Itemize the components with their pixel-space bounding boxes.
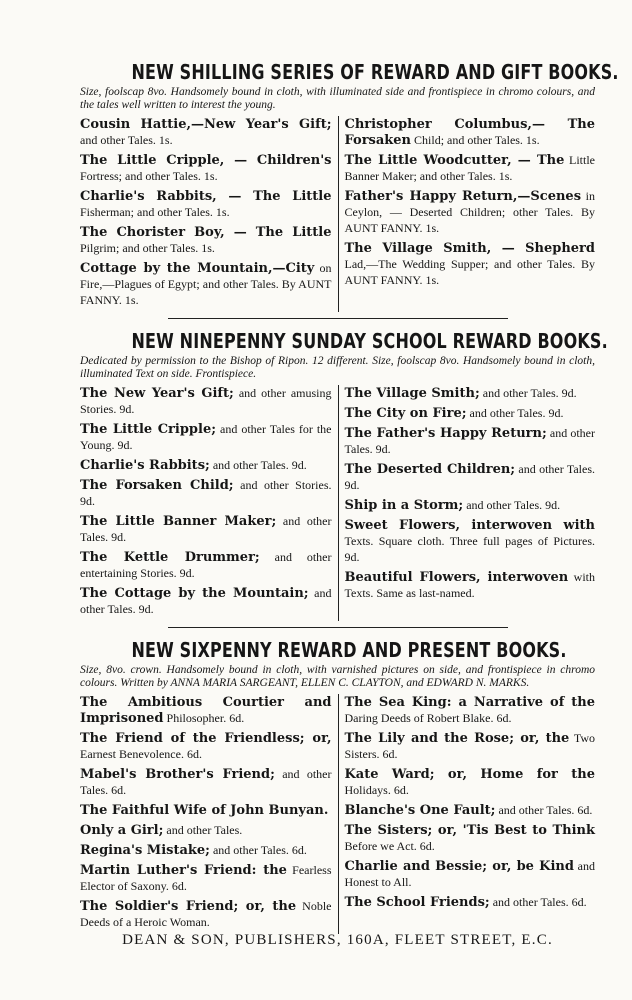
book-title: The Little Woodcutter, — The <box>344 153 565 168</box>
book-details: and other Tales. 9d. <box>463 498 561 512</box>
book-title: Cottage by the Mountain,—City <box>80 261 315 276</box>
book-details: Daring Deeds of Robert Blake. 6d. <box>344 711 512 725</box>
book-entry <box>345 858 596 890</box>
book-details: and other entertaining Stories. 9d. <box>80 550 332 580</box>
section-description: Dedicated by permission to the Bishop of Ripon. 12 different. Size, foolscap 8vo. Handsomely bound in cloth, illuminated Text on side. Frontispiece. <box>80 355 595 380</box>
book-entry <box>80 802 332 818</box>
book-title: Beautiful Flowers, interwoven <box>344 570 569 585</box>
book-entry <box>345 461 596 493</box>
book-entry <box>345 730 596 762</box>
book-title: The Little Cripple; <box>80 422 217 437</box>
right-column <box>338 694 596 934</box>
book-title: The Soldier's Friend; or, the <box>80 899 297 914</box>
book-title: The Cottage by the Mountain; <box>80 586 309 601</box>
book-details: Earnest Benevolence. 6d. <box>80 747 202 761</box>
book-details: with Texts. Same as last-named. <box>344 570 595 600</box>
book-title: The New Year's Gift; <box>80 386 234 401</box>
left-column <box>80 694 338 934</box>
book-details: Child; and other Tales. 1s. <box>411 133 540 147</box>
book-entry <box>345 694 596 726</box>
book-title: Cousin Hattie,—New Year's Gift; <box>80 117 332 132</box>
book-details: and other Tales for the Young. 9d. <box>80 422 332 452</box>
book-columns <box>80 694 595 934</box>
book-title: The Father's Happy Return; <box>344 426 547 441</box>
book-title: The Village Smith; <box>344 386 480 401</box>
book-title: The Chorister Boy, — The Little <box>80 225 332 240</box>
book-entry <box>80 766 332 798</box>
book-entry <box>345 405 596 421</box>
book-title: Sweet Flowers, interwoven with <box>344 518 595 533</box>
book-entry <box>80 842 332 858</box>
book-title: The Forsaken Child; <box>80 478 234 493</box>
book-entry <box>345 894 596 910</box>
book-details: Philosopher. 6d. <box>163 711 245 725</box>
book-title: Charlie's Rabbits, — The Little <box>80 189 332 204</box>
book-entry <box>80 224 332 256</box>
book-entry <box>80 513 332 545</box>
book-title: The Friend of the Friendless; or, <box>80 731 332 746</box>
book-entry <box>345 569 596 601</box>
book-details: Lad,—The Wedding Supper; and other Tales. By AUNT FANNY. 1s. <box>344 257 595 287</box>
book-entry <box>80 694 332 726</box>
book-details: Pilgrim; and other Tales. 1s. <box>80 241 215 255</box>
book-entry <box>80 457 332 473</box>
book-details: and other Tales. 9d. <box>209 458 307 472</box>
publisher-imprint: DEAN & SON, PUBLISHERS, 160A, FLEET STREET, E.C. <box>122 932 553 948</box>
book-entry <box>345 766 596 798</box>
section-title: NEW NINEPENNY SUNDAY SCHOOL REWARD BOOKS. <box>131 329 608 353</box>
book-title: The Deserted Children; <box>344 462 516 477</box>
book-title: Charlie and Bessie; or, be Kind <box>344 859 574 874</box>
book-entry <box>80 585 332 617</box>
book-title: Only a Girl; <box>80 823 164 838</box>
book-details: Noble Deeds of a Heroic Woman. <box>80 899 332 929</box>
book-details: Holidays. 6d. <box>344 783 409 797</box>
section-title: NEW SIXPENNY REWARD AND PRESENT BOOKS. <box>131 638 567 662</box>
book-entry <box>345 497 596 513</box>
book-details: and other Tales. 9d. <box>344 462 595 492</box>
book-title: Charlie's Rabbits; <box>80 458 210 473</box>
book-columns <box>80 116 595 312</box>
book-details: and Honest to All. <box>344 859 595 889</box>
section-divider <box>168 318 508 319</box>
book-details: and other Tales. 1s. <box>80 133 173 147</box>
book-title: The Kettle Drummer; <box>80 550 260 565</box>
book-entry <box>80 730 332 762</box>
book-details: on Fire,—Plagues of Egypt; and other Tales. By AUNT FANNY. 1s. <box>80 261 332 307</box>
book-entry <box>80 549 332 581</box>
book-entry <box>80 152 332 184</box>
book-title: The Little Banner Maker; <box>80 514 277 529</box>
book-entry <box>80 260 332 308</box>
book-details: Fisherman; and other Tales. 1s. <box>80 205 230 219</box>
book-details: and other Tales. 6d. <box>80 767 332 797</box>
book-details: Before we Act. 6d. <box>344 839 435 853</box>
book-details: and other Stories. 9d. <box>80 478 332 508</box>
book-entry <box>345 116 596 148</box>
book-title: Ship in a Storm; <box>344 498 464 513</box>
book-columns <box>80 385 595 621</box>
book-title: The Village Smith, — Shepherd <box>344 241 595 256</box>
book-details: Fortress; and other Tales. 1s. <box>80 169 218 183</box>
book-entry <box>345 425 596 457</box>
book-title: The Ambitious Courtier and Imprisoned <box>80 695 332 726</box>
book-entry <box>345 152 596 184</box>
book-entry <box>345 517 596 565</box>
advertisement-page <box>80 60 619 948</box>
book-details: Texts. Square cloth. Three full pages of Pictures. 9d. <box>344 534 595 564</box>
book-title: Father's Happy Return,—Scenes <box>344 189 582 204</box>
book-entry <box>80 188 332 220</box>
book-details: in Ceylon, — Deserted Children; other Tales. By AUNT FANNY. 1s. <box>344 189 595 235</box>
section-sixpenny-series <box>80 638 595 934</box>
book-title: Blanche's One Fault; <box>344 803 496 818</box>
left-column <box>80 385 338 621</box>
book-entry <box>80 421 332 453</box>
book-title: The School Friends; <box>344 895 490 910</box>
book-title: Mabel's Brother's Friend; <box>80 767 275 782</box>
book-entry <box>345 822 596 854</box>
book-entry <box>80 385 332 417</box>
book-title: Martin Luther's Friend: the <box>80 863 287 878</box>
right-column <box>338 116 596 312</box>
section-description: Size, 8vo. crown. Handsomely bound in cloth, with varnished pictures on side, and frontispiece in chromo colours. Written by ANNA MARIA SARGEANT, ELLEN C. CLAYTON, and EDWARD N. MARKS. <box>80 664 595 689</box>
book-entry <box>80 898 332 930</box>
section-shilling-series <box>80 60 619 312</box>
left-column <box>80 116 338 312</box>
book-title: The City on Fire; <box>344 406 467 421</box>
book-details: Little Banner Maker; and other Tales. 1s. <box>344 153 595 183</box>
book-entry <box>345 188 596 236</box>
book-entry <box>80 116 332 148</box>
book-details: Two Sisters. 6d. <box>344 731 595 761</box>
right-column <box>338 385 596 621</box>
book-title: The Little Cripple, — Children's <box>80 153 332 168</box>
book-entry <box>80 862 332 894</box>
book-entry <box>345 802 596 818</box>
book-details: and other Tales. 6d. <box>209 843 307 857</box>
book-details: and other Tales. 9d. <box>80 586 332 616</box>
section-divider <box>168 627 508 628</box>
book-details: and other Tales. 6d. <box>489 895 587 909</box>
book-details: and other Tales. 9d. <box>466 406 564 420</box>
book-title: Regina's Mistake; <box>80 843 210 858</box>
section-description: Size, foolscap 8vo. Handsomely bound in cloth, with illuminated side and frontispiece in chromo colours, and the tales well written to interest the young. <box>80 86 595 111</box>
section-title: NEW SHILLING SERIES OF REWARD AND GIFT BOOKS. <box>131 60 619 84</box>
book-details: Fearless Elector of Saxony. 6d. <box>80 863 332 893</box>
book-details: and other Tales. 9d. <box>80 514 332 544</box>
book-details: and other Tales. 9d. <box>479 386 577 400</box>
book-title: The Lily and the Rose; or, the <box>344 731 570 746</box>
book-entry <box>345 240 596 288</box>
book-entry <box>80 477 332 509</box>
book-title: Kate Ward; or, Home for the <box>344 767 595 782</box>
section-ninepenny-series <box>80 329 608 621</box>
book-details: and other Tales. 9d. <box>344 426 595 456</box>
book-title: The Sisters; or, 'Tis Best to Think <box>344 823 595 838</box>
book-entry <box>345 385 596 401</box>
book-details: and other Tales. 6d. <box>495 803 593 817</box>
book-details: and other Tales. <box>163 823 243 837</box>
book-details: and other amusing Stories. 9d. <box>80 386 332 416</box>
book-title: The Faithful Wife of John Bunyan. <box>80 803 329 818</box>
book-title: Christopher Columbus,— The Forsaken <box>344 117 595 148</box>
book-entry <box>80 822 332 838</box>
book-title: The Sea King: a Narrative of the <box>344 695 595 710</box>
